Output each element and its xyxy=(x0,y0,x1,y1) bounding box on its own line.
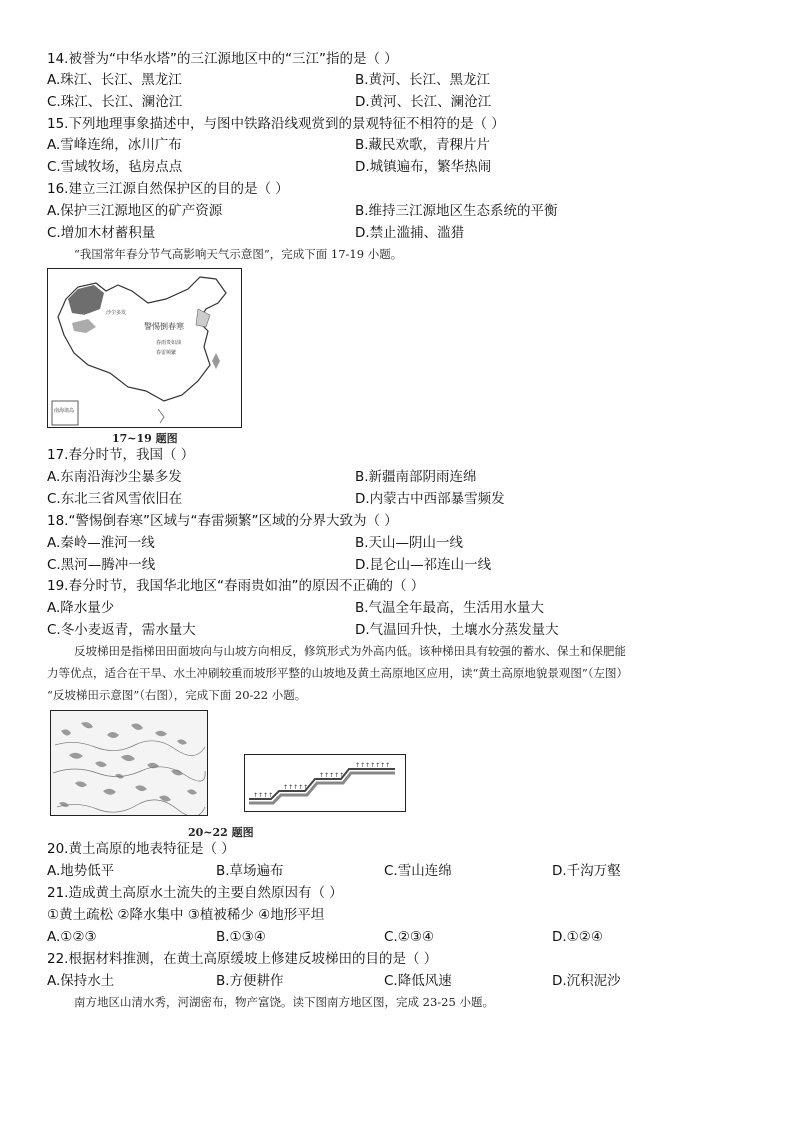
q20-option-c: C.雪山连绵 xyxy=(384,863,452,879)
weather-map-figure xyxy=(47,268,242,428)
q21-stem: 21.造成黄土高原水土流失的主要自然原因有（ ） xyxy=(47,885,343,901)
q21-sub-options: ①黄土疏松 ②降水集中 ③植被稀少 ④地形平坦 xyxy=(47,907,325,923)
q22-option-a: A.保持水土 xyxy=(47,973,115,989)
map-label-thunder: 春雷频繁 xyxy=(156,350,177,356)
loess-plateau-photo xyxy=(50,710,208,816)
china-map-graphic xyxy=(48,269,241,427)
q21-option-b: B.①③④ xyxy=(216,929,266,945)
q20-stem: 20.黄土高原的地表特征是（ ） xyxy=(47,841,235,857)
q15-option-b: B.藏民欢歌，青稞片片 xyxy=(355,137,491,153)
q21-option-c: C.②③④ xyxy=(384,929,435,945)
q19-option-d: D.气温回升快，土壤水分蒸发量大 xyxy=(355,622,559,638)
q17-option-c: C.东北三省风雪依旧在 xyxy=(47,491,183,507)
q20-option-d: D.千沟万壑 xyxy=(552,863,621,879)
q19-option-c: C.冬小麦返青，需水量大 xyxy=(47,622,196,638)
q17-option-b: B.新疆南部阴雨连绵 xyxy=(355,469,477,485)
caption-20-22: 20~22 题图 xyxy=(188,826,254,839)
q15-option-d: D.城镇遍布，繁华热闹 xyxy=(355,159,492,175)
q14-option-b: B.黄河、长江、黑龙江 xyxy=(355,72,491,88)
q22-stem: 22.根据材料推测，在黄土高原缓坡上修建反坡梯田的目的是（ ） xyxy=(47,951,438,967)
map-label-dust: 沙尘多发 xyxy=(106,310,127,316)
q17-option-a: A.东南沿海沙尘暴多发 xyxy=(47,469,182,485)
q14-option-a: A.珠江、长江、黑龙江 xyxy=(47,72,182,88)
q22-option-d: D.沉积泥沙 xyxy=(552,973,621,989)
q17-option-d: D.内蒙古中西部暴雪频发 xyxy=(355,491,505,507)
q18-option-d: D.昆仑山—祁连山一线 xyxy=(355,557,492,573)
q19-stem: 19.春分时节，我国华北地区“春雨贵如油”的原因不正确的（ ） xyxy=(47,578,425,594)
q18-option-c: C.黑河—腾冲一线 xyxy=(47,557,156,573)
q21-option-d: D.①②④ xyxy=(552,929,603,945)
q14-stem: 14.被誉为“中华水塔”的三江源地区中的“三江”指的是（ ） xyxy=(47,51,398,67)
q20-option-b: B.草场遍布 xyxy=(216,863,284,879)
loess-landscape-graphic xyxy=(51,711,207,815)
q20-option-a: A.地势低平 xyxy=(47,863,115,879)
intro-23-25: 南方地区山清水秀，河湖密布，物产富饶。读下图南方地区图，完成 23-25 小题。 xyxy=(74,995,494,1009)
q15-option-a: A.雪峰连绵，冰川广布 xyxy=(47,137,182,153)
map-label-dust-rain: 多雨沙尘 xyxy=(74,314,95,320)
q16-stem: 16.建立三江源自然保护区的目的是（ ） xyxy=(47,181,289,197)
intro-20-22-line3: “反坡梯田示意图”（右图），完成下面 20-22 小题。 xyxy=(47,688,307,702)
q16-option-b: B.维持三江源地区生态系统的平衡 xyxy=(355,203,558,219)
q18-stem: 18.“警惕倒春寒”区域与“春雷频繁”区域的分界大致为（ ） xyxy=(47,513,398,529)
intro-20-22-line1: 反坡梯田是指梯田田面坡向与山坡方向相反，修筑形式为外高内低。该种梯田具有较强的蓄水、保土和保肥能 xyxy=(74,644,626,658)
map-label-south-sea: 南海诸岛 xyxy=(54,408,75,414)
q14-option-d: D.黄河、长江、澜沧江 xyxy=(355,94,492,110)
caption-17-19: 17~19 题图 xyxy=(112,432,178,445)
q16-option-c: C.增加木材蓄积量 xyxy=(47,225,156,241)
q18-option-a: A.秦岭—淮河一线 xyxy=(47,535,155,551)
intro-17-19: “我国常年春分节气高影响天气示意图”，完成下面 17-19 小题。 xyxy=(74,247,403,261)
intro-20-22-line2: 力等优点，适合在干旱、水土冲刷较重而坡形平整的山坡地及黄土高原地区应用，读“黄土高原地貌景观图”（左图） xyxy=(47,666,629,680)
svg-text:↑↑↑↑: ↑↑↑↑ xyxy=(253,792,274,799)
q17-stem: 17.春分时节，我国（ ） xyxy=(47,447,195,463)
map-label-cold: 警惕倒春寒 xyxy=(144,322,184,331)
q18-option-b: B.天山—阴山一线 xyxy=(355,535,464,551)
terrace-cross-section xyxy=(245,755,405,811)
q16-option-a: A.保护三江源地区的矿产资源 xyxy=(47,203,223,219)
q19-option-b: B.气温全年最高，生活用水量大 xyxy=(355,600,545,616)
q15-option-c: C.雪域牧场，毡房点点 xyxy=(47,159,183,175)
svg-text:↑↑↑↑↑: ↑↑↑↑↑ xyxy=(283,784,309,791)
q16-option-d: D.禁止滥捕、滥猎 xyxy=(355,225,465,241)
q15-stem: 15.下列地理事象描述中，与图中铁路沿线观赏到的景观特征不相符的是（ ） xyxy=(47,116,505,132)
q14-option-c: C.珠江、长江、澜沧江 xyxy=(47,94,183,110)
svg-text:↑↑↑↑↑↑↑: ↑↑↑↑↑↑↑ xyxy=(355,762,391,769)
svg-text:↑↑↑↑↑: ↑↑↑↑↑ xyxy=(319,772,345,779)
map-label-spring-rain: 春雨贵如油 xyxy=(156,340,182,346)
reverse-terrace-diagram xyxy=(244,754,406,812)
q21-option-a: A.①②③ xyxy=(47,929,97,945)
q19-option-a: A.降水量少 xyxy=(47,600,115,616)
q22-option-b: B.方便耕作 xyxy=(216,973,284,989)
q22-option-c: C.降低风速 xyxy=(384,973,452,989)
